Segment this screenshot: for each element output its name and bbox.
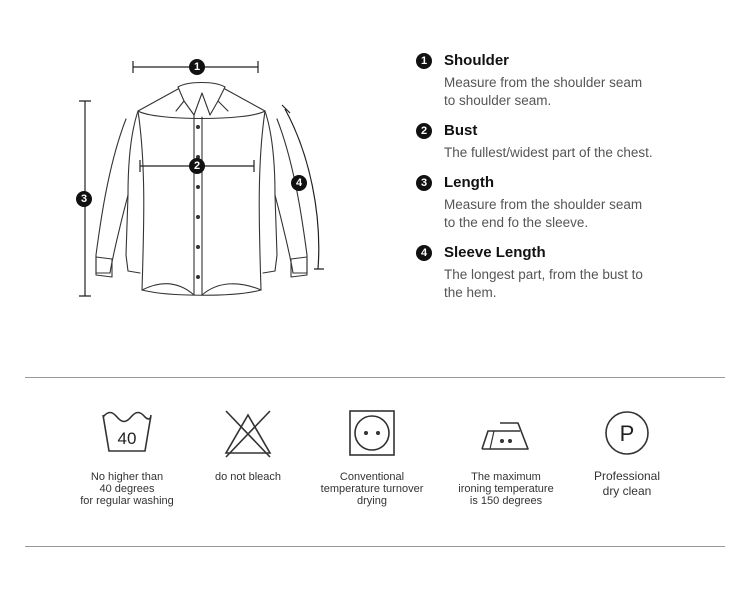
care-label: The maximum ironing temperature is 150 degrees xyxy=(458,471,554,507)
do-not-bleach-icon xyxy=(220,405,276,461)
tumble-dry-icon xyxy=(344,405,400,461)
care-label: Conventional temperature turnover drying xyxy=(320,471,424,507)
measurement-description: The fullest/widest part of the chest. xyxy=(444,145,653,160)
care-label: do not bleach xyxy=(214,471,282,483)
length-marker: 3 xyxy=(76,191,92,207)
measurement-description: The longest part, from the bust to the hem. xyxy=(444,267,643,300)
measurement-title: Length xyxy=(444,174,494,191)
wash-40-icon xyxy=(99,405,155,461)
shoulder-marker: 1 xyxy=(189,59,205,75)
measurement-length xyxy=(416,172,736,232)
dry-clean-icon xyxy=(599,405,655,461)
care-item-dry xyxy=(297,405,447,507)
number-badge: 4 xyxy=(416,245,432,261)
measurement-title: Shoulder xyxy=(444,52,510,69)
measurement-list xyxy=(416,50,736,312)
bust-marker: 2 xyxy=(189,158,205,174)
care-item-dryclean xyxy=(552,405,702,499)
measurement-description: Measure from the shoulder seam to shoulder seam. xyxy=(444,75,643,108)
measurement-title: Bust xyxy=(444,122,478,139)
measurement-bust xyxy=(416,120,736,162)
number-badge: 1 xyxy=(416,53,432,69)
measurement-title: Sleeve Length xyxy=(444,244,546,261)
measurement-description: Measure from the shoulder seam to the end fo the sleeve. xyxy=(444,197,643,230)
care-label: No higher than 40 degrees for regular washing xyxy=(80,471,174,507)
measurement-sleeve-length xyxy=(416,242,736,302)
dry-clean-letter: P xyxy=(619,421,635,446)
bottom-divider xyxy=(25,546,725,547)
number-badge: 3 xyxy=(416,175,432,191)
care-instructions xyxy=(25,405,725,525)
shirt-measurement-diagram xyxy=(60,45,350,315)
wash-temperature: 40 xyxy=(117,429,137,448)
top-divider xyxy=(25,377,725,378)
iron-icon xyxy=(478,405,534,461)
care-label: Professional dry clean xyxy=(593,469,661,498)
measurement-shoulder xyxy=(416,50,736,110)
number-badge: 2 xyxy=(416,123,432,139)
sleeve-marker: 4 xyxy=(291,175,307,191)
